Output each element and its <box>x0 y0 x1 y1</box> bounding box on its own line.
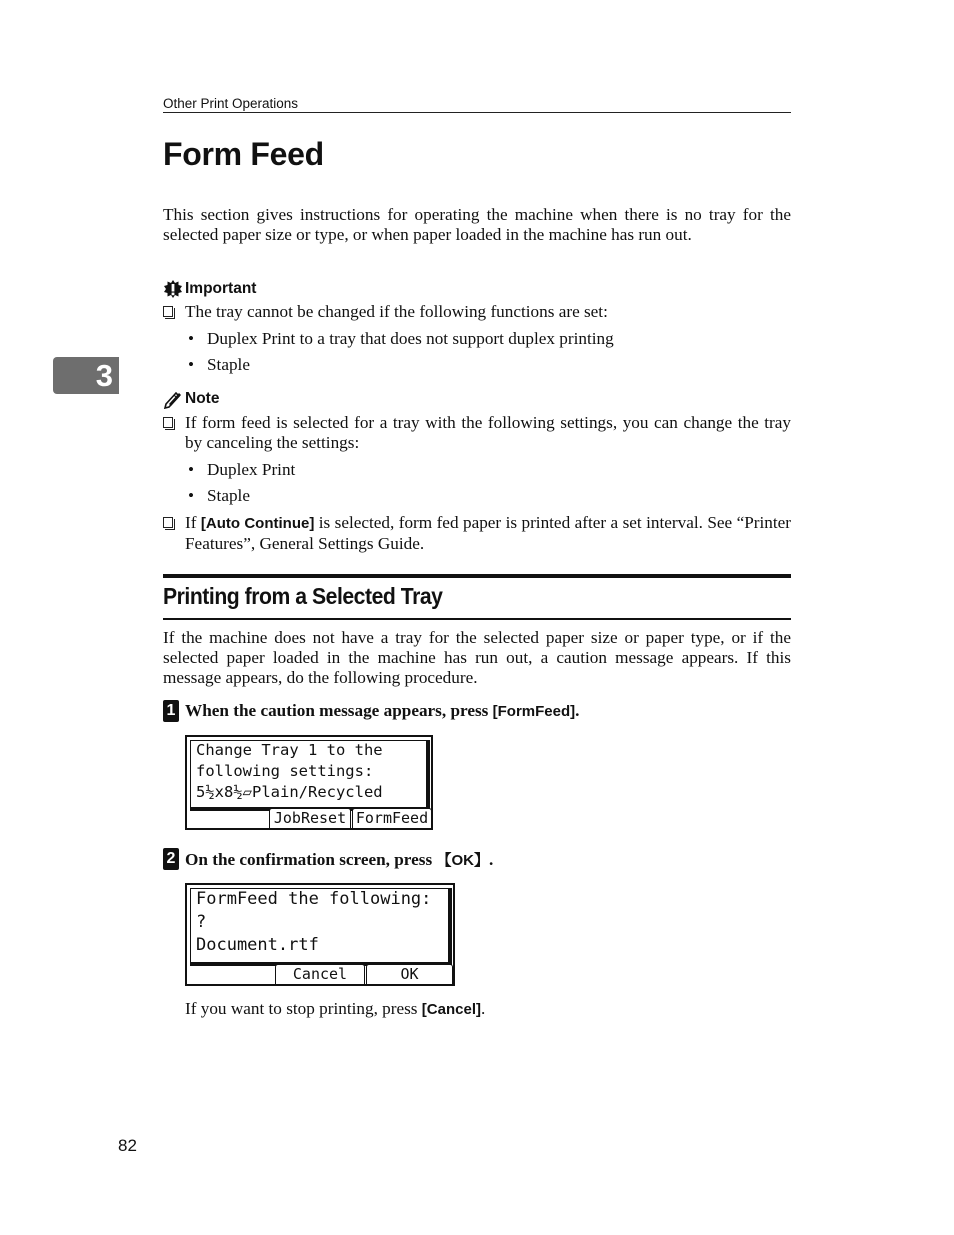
step-number: 2 <box>163 848 179 870</box>
lcd-line: 5½x8½▱Plain/Recycled <box>196 783 383 801</box>
lcd-line: following settings: <box>196 762 374 780</box>
important-label: Important <box>185 280 257 297</box>
important-heading <box>163 279 256 299</box>
checkbox-icon <box>163 517 173 528</box>
formfeed-softkey[interactable]: FormFeed <box>352 808 432 828</box>
bullet-text: Duplex Print to a tray that does not support duplex printing <box>207 329 614 348</box>
checkbox-icon <box>163 417 173 428</box>
lcd-display-confirmation <box>185 883 455 986</box>
lcd-line: ? <box>196 912 207 932</box>
pencil-icon <box>163 389 183 409</box>
section-title: Printing from a Selected Tray <box>163 583 443 609</box>
section-rule <box>163 574 791 578</box>
jobreset-softkey[interactable]: JobReset <box>269 808 351 828</box>
page-number: 82 <box>118 1136 137 1155</box>
important-icon <box>163 279 183 299</box>
ok-softkey[interactable]: OK <box>366 964 453 984</box>
list-item: • Staple <box>188 486 250 505</box>
list-item: • Duplex Print <box>188 460 296 479</box>
important-item <box>163 302 791 322</box>
running-header: Other Print Operations <box>163 96 791 113</box>
lcd-display-caution <box>185 735 433 830</box>
cancel-softkey[interactable]: Cancel <box>275 964 365 984</box>
note-heading <box>163 389 219 409</box>
auto-continue-key: [Auto Continue] <box>200 515 315 532</box>
formfeed-key: [FormFeed] <box>492 703 576 720</box>
cancel-key: [Cancel] <box>421 1001 481 1018</box>
stop-note: If you want to stop printing, press [Cancel]. <box>185 999 486 1018</box>
lcd-line: Change Tray 1 to the <box>196 741 383 759</box>
chapter-tab <box>53 357 119 394</box>
page-title: Form Feed <box>163 136 324 172</box>
important-item-text: The tray cannot be changed if the following functions are set: <box>185 302 608 321</box>
note-label: Note <box>185 390 220 407</box>
step-text: When the caution message appears, press [FormFeed]. <box>185 701 580 720</box>
bullet-text: Staple <box>207 486 250 505</box>
section-intro: If the machine does not have a tray for the selected paper size or paper type, or if the selected paper loaded in the machine has run out, a caution message appears. If this message appears, do the following procedure. <box>163 628 791 687</box>
step-text: On the confirmation screen, press 【OK】. <box>185 849 494 869</box>
step-2 <box>163 848 493 870</box>
bullet-text: Staple <box>207 355 250 374</box>
step-1 <box>163 700 579 722</box>
bullet-text: Duplex Print <box>207 460 296 479</box>
note-item-text: If form feed is selected for a tray with the following settings, you can change the tray by canceling the settings: <box>185 413 791 452</box>
list-item: • Staple <box>188 355 250 374</box>
intro-paragraph: This section gives instructions for operating the machine when there is no tray for the selected paper size or type, or when paper loaded in the machine has run out. <box>163 205 791 244</box>
ok-key: 【OK】 <box>436 851 489 869</box>
note-item-text: If [Auto Continue] is selected, form fed paper is printed after a set interval. See “Printer Features”, General Settings Guide. <box>185 513 791 553</box>
lcd-line: Document.rtf <box>196 935 319 955</box>
note-item <box>163 413 791 453</box>
lcd-line: FormFeed the following: <box>196 889 432 909</box>
chapter-number: 3 <box>95 358 113 393</box>
list-item: • Duplex Print to a tray that does not support duplex printing <box>188 329 614 348</box>
checkbox-icon <box>163 306 173 317</box>
section-rule <box>163 618 791 620</box>
step-number: 1 <box>163 700 179 722</box>
note-item <box>163 513 791 554</box>
